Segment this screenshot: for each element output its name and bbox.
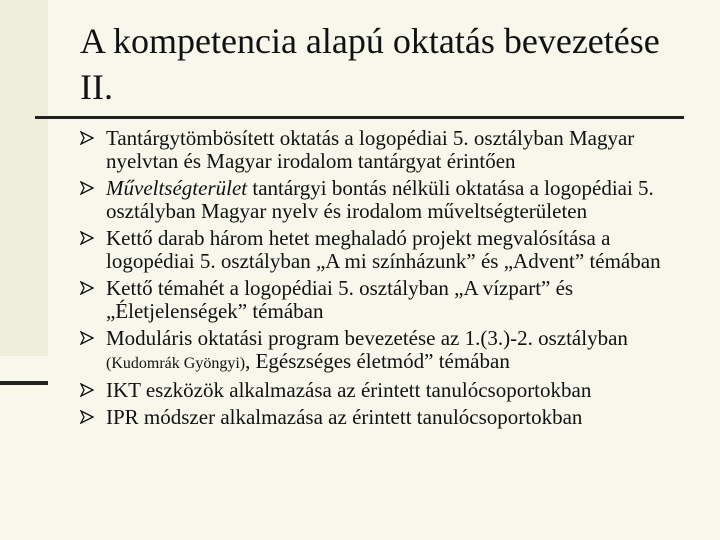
bullet-item	[80, 127, 690, 173]
left-divider	[0, 381, 48, 385]
arrowhead-icon	[80, 331, 94, 345]
left-accent-bar	[0, 0, 48, 356]
bullet-text: IKT eszközök alkalmazása az érintett tanulócsoportokban	[106, 378, 592, 402]
bullet-list	[80, 127, 690, 433]
arrowhead-icon	[80, 181, 94, 195]
arrowhead-icon	[80, 383, 94, 397]
arrowhead-icon	[80, 231, 94, 245]
bullet-item	[80, 406, 690, 429]
bullet-text: Kettő témahét a logopédiai 5. osztályban „A vízpart” és „Életjelenségek” témában	[106, 276, 574, 323]
bullet-item	[80, 327, 690, 375]
bullet-text-pre: Moduláris oktatási program bevezetése az 1.(3.)-2. osztályban	[106, 326, 628, 350]
bullet-text-post: , Egészséges életmód” témában	[245, 349, 510, 373]
bullet-item	[80, 227, 690, 273]
bullet-text: Tantárgytömbösített oktatás a logopédiai 5. osztályban Magyar nyelvtan és Magyar irodalom tantárgyat érintően	[106, 126, 635, 173]
bullet-text: Kettő darab három hetet meghaladó projekt megvalósítása a logopédiai 5. osztályban „A mi színházunk” és „Advent” témában	[106, 226, 661, 273]
bullet-text: IPR módszer alkalmazása az érintett tanulócsoportokban	[106, 405, 583, 429]
title-underline	[35, 116, 684, 119]
bullet-item	[80, 379, 690, 402]
bullet-item	[80, 177, 690, 223]
arrowhead-icon	[80, 410, 94, 424]
slide-title: A kompetencia alapú oktatás bevezetése II.	[80, 21, 660, 107]
arrowhead-icon	[80, 281, 94, 295]
bullet-text-post: tantárgyi bontás nélküli oktatása a logopédiai 5. osztályban Magyar nyelv és irodalom műveltségterületen	[106, 176, 654, 223]
arrowhead-icon	[80, 131, 94, 145]
bullet-item	[80, 277, 690, 323]
bullet-text-small: (Kudomrák Gyöngyi)	[106, 355, 246, 372]
bullet-text-italic: Műveltségterület	[106, 176, 248, 200]
